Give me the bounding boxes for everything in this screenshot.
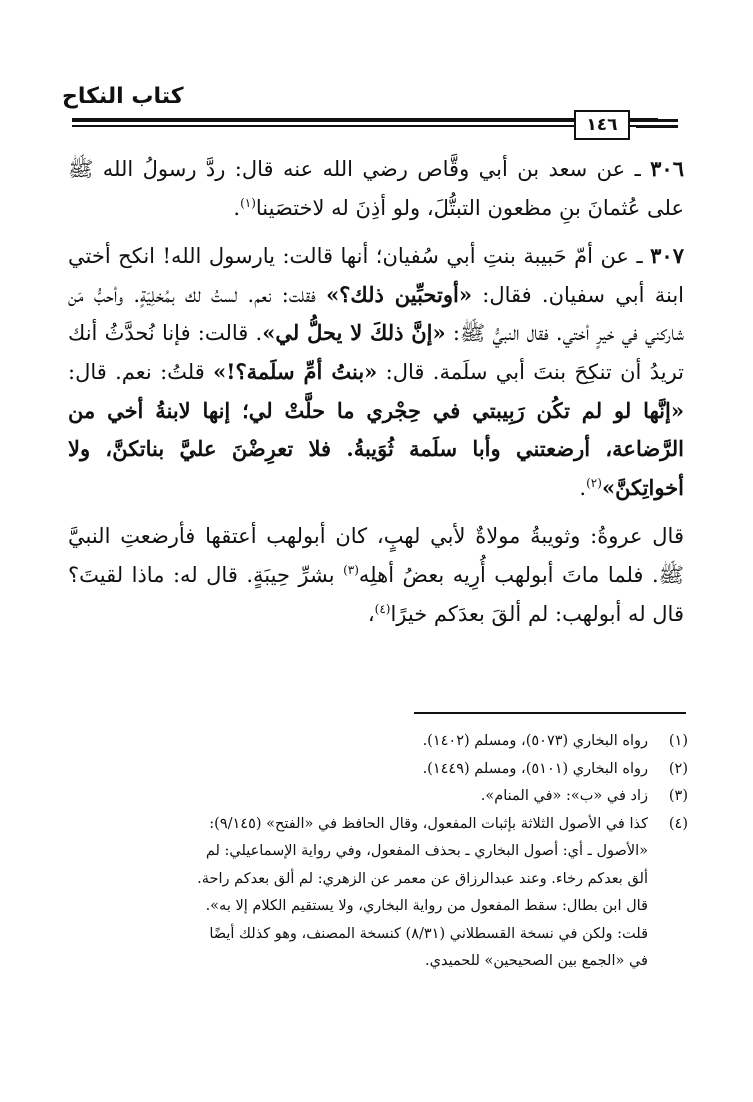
footnote-number: (٣) [668,788,688,804]
punctuation: ، [367,601,375,626]
running-header-title: كتاب النكاح [62,84,184,109]
footnote-item [68,811,688,976]
footnote-text: قلت: ولكن في نسخة القسطلاني (٨/٣١) كنسخة المصنف، وهو كذلك أيضًا [209,925,648,942]
hadith-307 [68,237,684,507]
footnote-text: كذا في الأصول الثلاثة بإثبات المفعول، وقال الحافظ في «الفتح» (٩/١٤٥): [209,815,648,832]
header-rule-tail [636,125,678,128]
hadith-text: قلتُ: نعم. قال: [68,359,205,384]
footnote-ref[interactable]: (٢) [586,475,602,490]
footnote-text: زاد في «ب»: «في المنام». [480,788,648,804]
footnote-text: ألق بعدكم رخاء. وعند عبدالرزاق عن معمر عن الزهري: لم ألق بعدكم راحة. [197,870,648,887]
prophet-quote: «بنتُ أمِّ سلَمة؟!» [213,358,378,384]
prophet-quote: «أوتحبِّين ذلك؟» [326,281,472,307]
header-rule-tail [636,119,678,122]
footnotes [68,728,688,976]
urwa-paragraph [68,517,684,633]
footnote-item [68,728,688,756]
footnote-ref[interactable]: (٤) [374,601,391,616]
footnote-item [68,783,688,811]
footnote-item [68,756,688,784]
hadith-306 [68,150,684,227]
hadith-text: ـ عن سعد بن أبي وقَّاص رضي الله عنه قال: ردَّ رسولُ الله ﷺ على عُثمانَ بنِ مظعون التبتُّلَ، ولو أذِنَ له لاختصَينا [68,157,684,220]
hadith-text: . قالت: فإنا نُحدَّثُ أنك تريدُ أن تنكِحَ بنتَ أبي سلَمة. قال: [68,321,685,384]
header-rule-thick [72,118,658,122]
punctuation: . [579,475,587,500]
footnote-text: رواه البخاري (٥٠٧٣)، ومسلم (١٤٠٢). [422,733,648,749]
footnote-text: رواه البخاري (٥١٠١)، ومسلم (١٤٤٩). [422,760,648,777]
body-text [68,150,684,633]
footnote-number: (١) [668,733,688,749]
footnote-number: (٢) [668,760,688,777]
hadith-number: ٣٠٦ [650,156,684,181]
header-rule-thin [72,125,658,127]
footnote-separator [414,712,686,714]
prophet-quote: «إنَّ ذلكَ لا يحلُّ لي» [262,320,446,346]
footnote-number: (٤) [668,815,688,832]
hadith-text: فقلت: نعم. لستُ لك بمُخلِيَةٍ. وأحبُّ مَن شاركني في خيرٍ أختي. فقال النبيُّ ﷺ: [68,282,684,346]
page-number: ١٤٦ [586,115,618,135]
footnote-text: في «الجمع بين الصحيحين» للحميدي. [425,953,648,969]
narration-text: قال عروةُ: وثويبةُ مولاةٌ لأبي لهبٍ، كان أبولهب أعتقها فأرضعتِ النبيَّ ﷺ. فلما ماتَ أبولهب أُرِيه بعضُ أهلِه [68,524,684,587]
punctuation: . [233,195,241,220]
footnote-text: «الأصول ـ أي: أصول البخاري ـ بحذف المفعول، وفي رواية الإسماعيلي: لم [205,843,648,859]
hadith-number: ٣٠٧ [650,243,684,269]
narration-text: بشرِّ حِيبَةٍ. قال له: ماذا لقيتَ؟ قال له أبولهب: لم ألقَ بعدَكم خيرًا [68,562,684,626]
footnote-text: قال ابن بطال: سقط المفعول من رواية البخاري، ولا يستقيم الكلام إلا به». [205,898,648,914]
page-number-box [574,110,630,140]
hadith-text: ـ عن أمّ حَبيبة بنتِ أبي سُفيان؛ أنها قالت: يارسول الله! انكح أختي ابنة أبي سفيان. فقال: [68,244,684,307]
footnote-ref[interactable]: (١) [240,195,256,210]
prophet-quote: «إنَّها لو لم تكُن رَبِيبتي في حِجْري ما حلَّتْ لي؛ إنها لابنةُ أخي من الرَّضاعة، أرضعتني وأبا سلَمة ثُوَيبةُ. فلا تعرِضْنَ عليَّ بناتكنَّ، ولا أخواتِكنَّ» [68,397,684,500]
footnote-ref[interactable]: (٣) [343,562,359,577]
